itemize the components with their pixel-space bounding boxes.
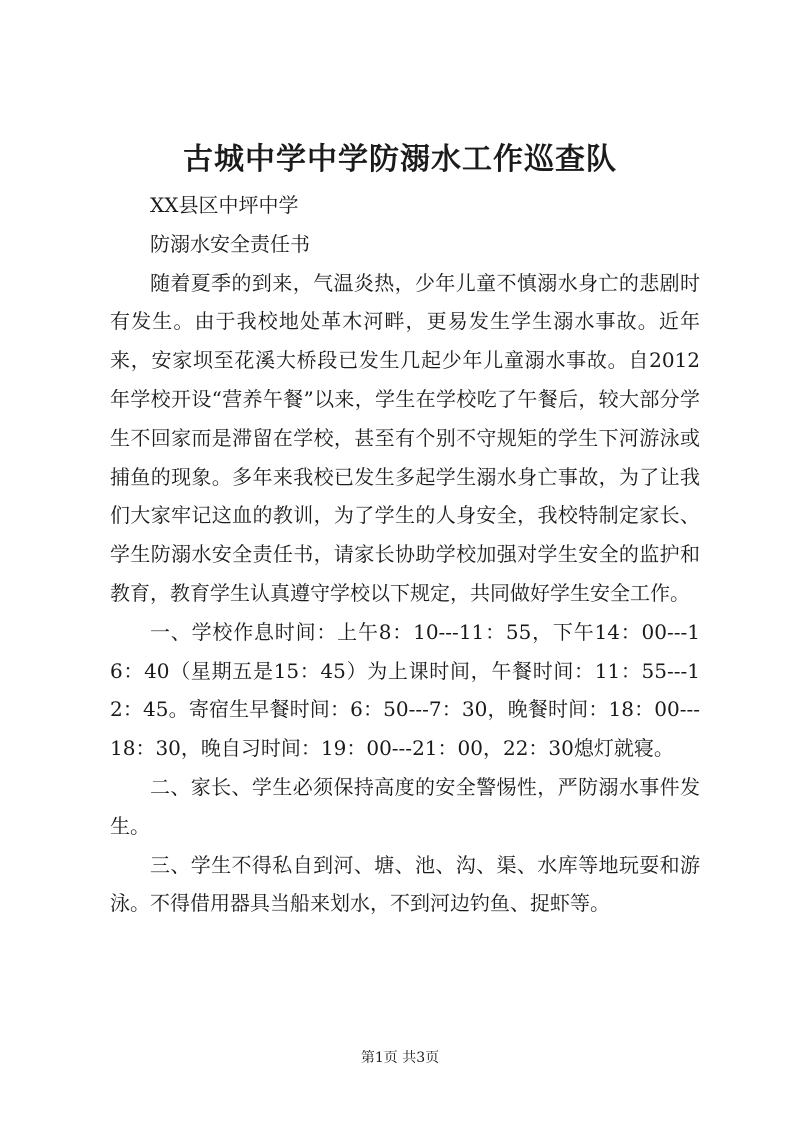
school-name-line: XX县区中坪中学 (150, 193, 299, 217)
rule-one-paragraph: 一、学校作息时间：上午8：10---11：55，下午14：00---16：40（星期五是15：45）为上课时间，午餐时间：11：55---12：45。寄宿生早餐时间：6：50---7：30，晚餐时间：18：00---18：30，晚自习时间：19：00---21：00，22：30熄灯就寝。 (110, 619, 700, 761)
document-body (110, 186, 700, 923)
document-title: 古城中学中学防溺水工作巡查队 (183, 142, 617, 177)
page-number-footer: 第1页 共3页 (360, 1050, 440, 1066)
rule-three-paragraph: 三、学生不得私自到河、塘、池、沟、渠、水库等地玩耍和游泳。不得借用器具当船来划水，不到河边钓鱼、捉虾等。 (110, 852, 700, 916)
subtitle-line: 防溺水安全责任书 (150, 231, 310, 256)
rule-two-paragraph: 二、家长、学生必须保持高度的安全警惕性，严防溺水事件发生。 (110, 774, 700, 838)
intro-paragraph: 随着夏季的到来，气温炎热，少年儿童不慎溺水身亡的悲剧时有发生。由于我校地处革木河畔，更易发生学生溺水事故。近年来，安家坝至花溪大桥段已发生几起少年儿童溺水事故。自2012年学校开设“营养午餐”以来，学生在学校吃了午餐后，较大部分学生不回家而是滞留在学校，甚至有个别不守规矩的学生下河游泳或捕鱼的现象。多年来我校已发生多起学生溺水身亡事故，为了让我们大家牢记这血的教训，为了学生的人身安全，我校特制定家长、学生防溺水安全责任书，请家长协助学校加强对学生安全的监护和教育，教育学生认真遵守学校以下规定，共同做好学生安全工作。 (110, 270, 700, 605)
